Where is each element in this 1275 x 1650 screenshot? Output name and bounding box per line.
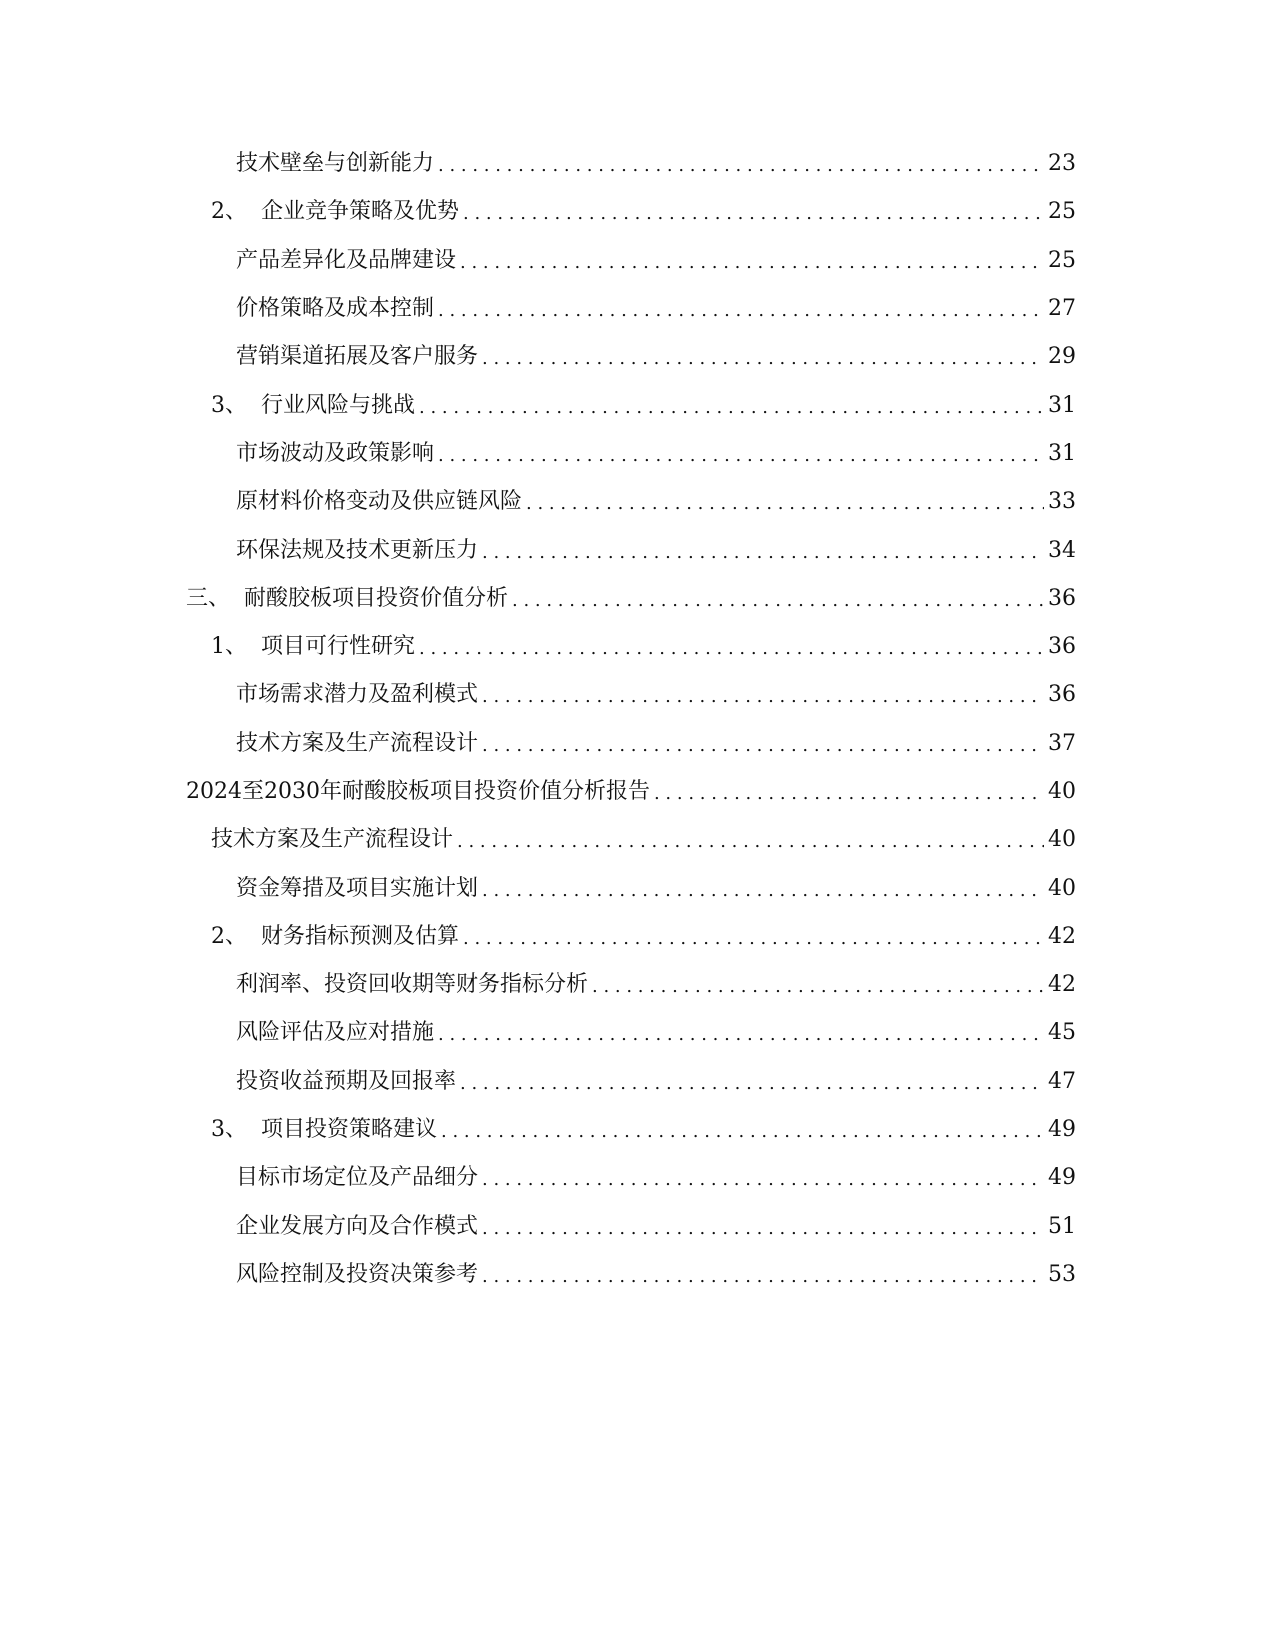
toc-entry-title: 技术壁垒与创新能力 xyxy=(236,151,435,177)
toc-entry-title: 风险评估及应对措施 xyxy=(236,1020,435,1046)
dot-leader xyxy=(438,447,1044,465)
toc-entry-title: 耐酸胶板项目投资价值分析 xyxy=(244,585,509,611)
toc-entry-link[interactable] xyxy=(211,201,1076,223)
toc-entry-link[interactable] xyxy=(186,781,1076,803)
toc-entry-title: 企业发展方向及合作模式 xyxy=(236,1213,479,1239)
dot-leader xyxy=(438,1026,1044,1044)
toc-row[interactable] xyxy=(0,1058,1275,1106)
toc-entry-title: 项目可行性研究 xyxy=(260,634,415,660)
toc-entry-link[interactable] xyxy=(236,537,1076,563)
toc-entry-title: 产品差异化及品牌建设 xyxy=(236,247,457,273)
toc-row[interactable] xyxy=(0,575,1275,623)
toc-entry-link[interactable] xyxy=(236,346,1076,368)
toc-page-number: 31 xyxy=(1048,440,1076,466)
toc-entry-number: 3、 xyxy=(211,392,261,418)
toc-page-number: 40 xyxy=(1048,875,1076,901)
dot-leader xyxy=(526,495,1044,513)
toc-entry-title: 利润率、投资回收期等财务指标分析 xyxy=(236,972,589,998)
dot-leader xyxy=(482,544,1044,562)
toc-page-number: 25 xyxy=(1048,199,1076,225)
toc-page-number: 53 xyxy=(1048,1261,1076,1287)
toc-entry-link[interactable] xyxy=(236,1213,1076,1239)
toc-entry-link[interactable] xyxy=(236,1261,1076,1287)
toc-page-number: 49 xyxy=(1048,1165,1076,1191)
toc-page-number: 40 xyxy=(1048,827,1076,853)
toc-page-number: 31 xyxy=(1048,392,1076,418)
toc-page-number: 42 xyxy=(1048,972,1076,998)
toc-entry-title: 项目投资策略建议 xyxy=(260,1117,437,1143)
toc-page-number: 40 xyxy=(1048,779,1076,804)
toc-entry-link[interactable] xyxy=(211,829,1076,851)
dot-leader xyxy=(419,399,1044,417)
toc-entry-title: 资金筹措及项目实施计划 xyxy=(236,875,479,901)
toc-entry-link[interactable] xyxy=(236,684,1076,706)
toc-entry-link[interactable] xyxy=(236,491,1076,513)
toc-row[interactable] xyxy=(0,430,1275,478)
toc-entry-link[interactable] xyxy=(211,392,1076,418)
toc-entry-link[interactable] xyxy=(211,1119,1076,1141)
toc-row[interactable] xyxy=(0,1203,1275,1251)
dot-leader xyxy=(419,640,1044,658)
toc-entry-title: 2024至2030年耐酸胶板项目投资价值分析报告 xyxy=(186,779,650,804)
toc-page-number: 27 xyxy=(1048,296,1076,322)
toc-entry-title: 原材料价格变动及供应链风险 xyxy=(236,489,523,515)
dot-leader xyxy=(592,978,1044,996)
toc-entry-title: 市场需求潜力及盈利模式 xyxy=(236,682,479,708)
dot-leader xyxy=(482,737,1044,755)
dot-leader xyxy=(512,592,1044,610)
dot-leader xyxy=(438,302,1044,320)
toc-page-number: 49 xyxy=(1048,1117,1076,1143)
dot-leader xyxy=(460,254,1044,272)
dot-leader xyxy=(438,157,1044,175)
dot-leader xyxy=(482,1220,1044,1238)
toc-row[interactable] xyxy=(0,720,1275,768)
dot-leader xyxy=(460,1075,1044,1093)
toc-entry-link[interactable] xyxy=(236,153,1076,175)
toc-row[interactable] xyxy=(0,1009,1275,1057)
dot-leader xyxy=(482,350,1044,368)
toc-row[interactable] xyxy=(0,1154,1275,1202)
toc-entry-title: 企业竞争策略及优势 xyxy=(260,199,459,225)
dot-leader xyxy=(463,930,1044,948)
toc-entry-title: 风险控制及投资决策参考 xyxy=(236,1261,479,1287)
toc-entry-title: 财务指标预测及估算 xyxy=(260,923,459,949)
toc-entry-title: 目标市场定位及产品细分 xyxy=(236,1165,479,1191)
toc-page-number: 37 xyxy=(1048,730,1076,756)
toc-row[interactable] xyxy=(0,961,1275,1009)
dot-leader xyxy=(482,1268,1044,1286)
toc-page-number: 36 xyxy=(1048,682,1076,708)
toc-entry-number: 3、 xyxy=(211,1117,261,1143)
toc-entry-link[interactable] xyxy=(236,1022,1076,1044)
toc-row[interactable] xyxy=(0,478,1275,526)
toc-row[interactable] xyxy=(0,140,1275,188)
toc-entry-link[interactable] xyxy=(236,1167,1076,1189)
dot-leader xyxy=(482,688,1044,706)
table-of-contents xyxy=(0,140,1275,1299)
toc-entry-link[interactable] xyxy=(236,298,1076,320)
toc-page-number: 45 xyxy=(1048,1020,1076,1046)
toc-entry-number: 2、 xyxy=(211,199,261,225)
toc-entry-number: 2、 xyxy=(211,923,261,949)
toc-row[interactable] xyxy=(0,816,1275,864)
toc-entry-title: 投资收益预期及回报率 xyxy=(236,1068,457,1094)
toc-row[interactable] xyxy=(0,913,1275,961)
toc-row[interactable] xyxy=(0,1251,1275,1299)
toc-entry-link[interactable] xyxy=(186,585,1076,611)
dot-leader xyxy=(457,833,1044,851)
toc-entry-link[interactable] xyxy=(236,875,1076,901)
toc-entry-title: 行业风险与挑战 xyxy=(260,392,415,418)
toc-page-number: 25 xyxy=(1048,247,1076,273)
dot-leader xyxy=(482,882,1044,900)
toc-entry-title: 技术方案及生产流程设计 xyxy=(211,827,454,853)
toc-entry-number: 三、 xyxy=(186,585,244,611)
toc-row[interactable] xyxy=(0,864,1275,912)
dot-leader xyxy=(463,205,1044,223)
toc-page-number: 34 xyxy=(1048,537,1076,563)
toc-entry-title: 营销渠道拓展及客户服务 xyxy=(236,344,479,370)
toc-page-number: 36 xyxy=(1048,634,1076,660)
toc-page-number: 51 xyxy=(1048,1213,1076,1239)
toc-page-number: 33 xyxy=(1048,489,1076,515)
toc-entry-link[interactable] xyxy=(211,636,1076,658)
toc-row[interactable] xyxy=(0,1106,1275,1154)
toc-row[interactable] xyxy=(0,671,1275,719)
toc-entry-title: 环保法规及技术更新压力 xyxy=(236,537,479,563)
toc-row[interactable] xyxy=(0,237,1275,285)
toc-entry-link[interactable] xyxy=(236,1068,1076,1094)
dot-leader xyxy=(654,785,1044,803)
toc-row[interactable] xyxy=(0,381,1275,429)
toc-entry-link[interactable] xyxy=(236,440,1076,466)
toc-row[interactable] xyxy=(0,188,1275,236)
toc-entry-title: 技术方案及生产流程设计 xyxy=(236,730,479,756)
toc-entry-number: 1、 xyxy=(211,634,261,660)
toc-entry-link[interactable] xyxy=(211,923,1076,949)
dot-leader xyxy=(482,1171,1044,1189)
toc-page-number: 36 xyxy=(1048,585,1076,611)
toc-page-number: 42 xyxy=(1048,923,1076,949)
toc-entry-link[interactable] xyxy=(236,247,1076,273)
toc-row[interactable] xyxy=(0,333,1275,381)
toc-entry-title: 价格策略及成本控制 xyxy=(236,296,435,322)
toc-row[interactable] xyxy=(0,526,1275,574)
toc-entry-link[interactable] xyxy=(236,974,1076,996)
dot-leader xyxy=(441,1123,1044,1141)
toc-entry-title: 市场波动及政策影响 xyxy=(236,440,435,466)
toc-entry-link[interactable] xyxy=(236,730,1076,756)
toc-row[interactable] xyxy=(0,768,1275,816)
toc-row[interactable] xyxy=(0,285,1275,333)
toc-page-number: 29 xyxy=(1048,344,1076,370)
toc-row[interactable] xyxy=(0,623,1275,671)
toc-page-number: 23 xyxy=(1048,151,1076,177)
toc-page-number: 47 xyxy=(1048,1068,1076,1094)
